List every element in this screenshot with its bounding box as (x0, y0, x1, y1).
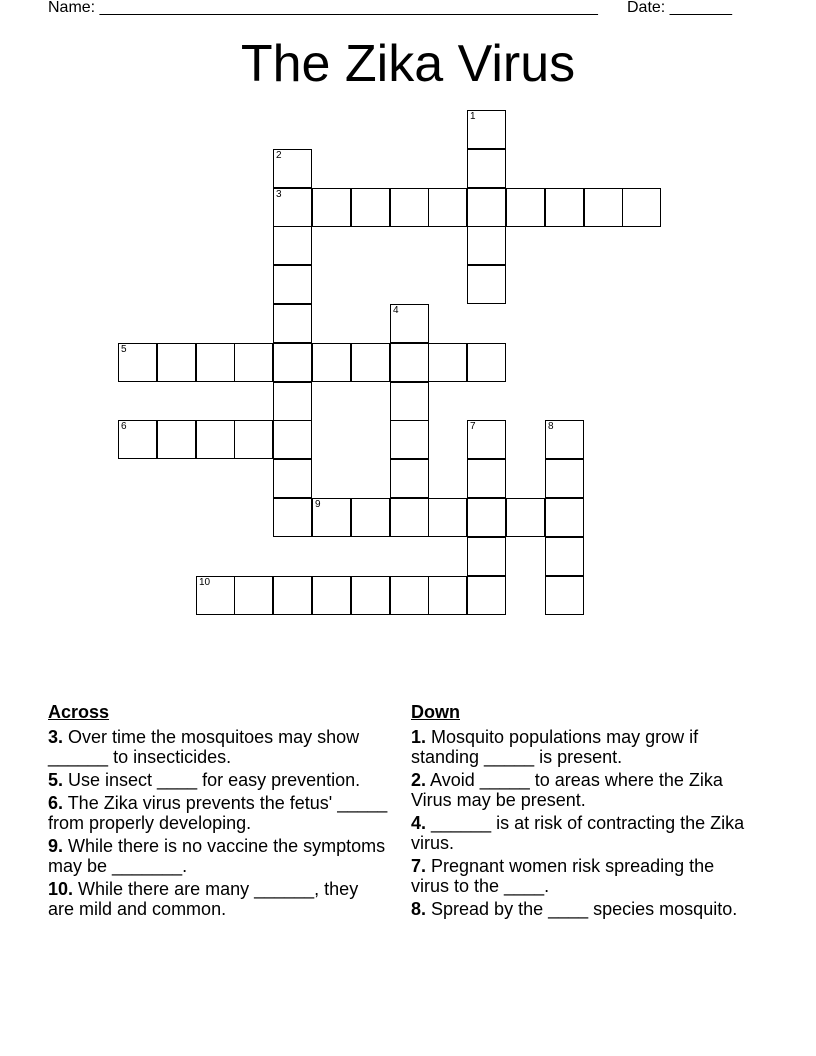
grid-cell[interactable] (545, 459, 584, 498)
grid-cell[interactable] (312, 498, 351, 537)
grid-cell[interactable] (273, 226, 312, 265)
cell-number: 2 (276, 150, 282, 161)
grid-cell[interactable] (390, 576, 429, 615)
grid-cell[interactable] (428, 188, 467, 227)
grid-cell[interactable] (467, 576, 506, 615)
grid-cell[interactable] (157, 343, 196, 382)
cell-number: 1 (470, 111, 476, 122)
grid-cell[interactable] (622, 188, 661, 227)
grid-cell[interactable] (196, 420, 235, 459)
grid-cell[interactable] (467, 420, 506, 459)
grid-cell[interactable] (467, 149, 506, 188)
grid-cell[interactable] (506, 188, 545, 227)
grid-cell[interactable] (467, 498, 506, 537)
clue-down-4 (411, 813, 756, 853)
grid-cell[interactable] (312, 576, 351, 615)
grid-cell[interactable] (428, 576, 467, 615)
grid-cell[interactable] (390, 420, 429, 459)
clue-number: 1. (411, 727, 427, 747)
cell-number: 3 (276, 189, 282, 200)
clue-down-1 (411, 727, 756, 767)
grid-cell[interactable] (118, 420, 157, 459)
grid-cell[interactable] (506, 498, 545, 537)
grid-cell[interactable] (545, 420, 584, 459)
grid-cell[interactable] (467, 226, 506, 265)
clue-number: 5. (48, 770, 64, 790)
clue-text: While there is no vaccine the symptoms may be _______. (48, 836, 386, 876)
grid-cell[interactable] (273, 576, 312, 615)
clue-text: Mosquito populations may grow if standing _____ is present. (411, 727, 699, 767)
cell-number: 9 (315, 499, 321, 510)
grid-cell[interactable] (273, 498, 312, 537)
grid-cell[interactable] (390, 382, 429, 421)
grid-cell[interactable] (351, 188, 390, 227)
clue-across-5 (48, 770, 388, 790)
clue-number: 2. (411, 770, 427, 790)
down-heading: Down (411, 702, 460, 722)
clue-down-7 (411, 856, 756, 896)
cell-number: 4 (393, 305, 399, 316)
grid-cell[interactable] (467, 459, 506, 498)
clue-text: ______ is at risk of contracting the Zika virus. (411, 813, 745, 853)
clue-text: The Zika virus prevents the fetus' _____ from properly developing. (48, 793, 388, 833)
cell-number: 8 (548, 421, 554, 432)
name-field[interactable]: Name: ________________________________________________________ (48, 0, 598, 16)
grid-cell[interactable] (467, 343, 506, 382)
grid-cell[interactable] (584, 188, 623, 227)
grid-cell[interactable] (351, 343, 390, 382)
grid-cell[interactable] (312, 343, 351, 382)
grid-cell[interactable] (390, 459, 429, 498)
grid-cell[interactable] (157, 420, 196, 459)
clue-across-3 (48, 727, 388, 767)
page-title: The Zika Virus (240, 35, 576, 93)
clue-across-9 (48, 836, 388, 876)
grid-cell[interactable] (351, 498, 390, 537)
clue-text: Avoid _____ to areas where the Zika Virus may be present. (411, 770, 723, 810)
clue-number: 7. (411, 856, 427, 876)
cell-number: 7 (470, 421, 476, 432)
clue-down-2 (411, 770, 756, 810)
grid-cell[interactable] (467, 265, 506, 304)
clue-text: Use insect ____ for easy prevention. (63, 770, 361, 790)
grid-cell[interactable] (118, 343, 157, 382)
grid-cell[interactable] (390, 304, 429, 343)
grid-cell[interactable] (234, 576, 273, 615)
grid-cell[interactable] (196, 343, 235, 382)
grid-cell[interactable] (273, 304, 312, 343)
clue-text: Spread by the ____ species mosquito. (426, 899, 738, 919)
grid-cell[interactable] (273, 382, 312, 421)
grid-cell[interactable] (390, 498, 429, 537)
grid-cell[interactable] (273, 149, 312, 188)
grid-cell[interactable] (273, 188, 312, 227)
grid-cell[interactable] (234, 343, 273, 382)
grid-cell[interactable] (467, 188, 506, 227)
clue-across-6 (48, 793, 388, 833)
grid-cell[interactable] (428, 498, 467, 537)
grid-cell[interactable] (273, 420, 312, 459)
grid-cell[interactable] (273, 459, 312, 498)
grid-cell[interactable] (428, 343, 467, 382)
clue-number: 10. (48, 879, 74, 899)
grid-cell[interactable] (273, 265, 312, 304)
clue-text: While there are many ______, they are mild and common. (48, 879, 359, 919)
date-field[interactable]: Date: _______ (627, 0, 732, 16)
clue-number: 3. (48, 727, 64, 747)
grid-cell[interactable] (545, 188, 584, 227)
grid-cell[interactable] (545, 576, 584, 615)
grid-cell[interactable] (545, 498, 584, 537)
grid-cell[interactable] (467, 537, 506, 576)
clue-number: 9. (48, 836, 64, 856)
clue-number: 6. (48, 793, 64, 813)
cell-number: 6 (121, 421, 127, 432)
grid-cell[interactable] (273, 343, 312, 382)
cell-number: 5 (121, 344, 127, 355)
grid-cell[interactable] (390, 343, 429, 382)
clue-down-8 (411, 899, 756, 919)
clue-text: Pregnant women risk spreading the virus to the ____. (411, 856, 715, 896)
clue-number: 4. (411, 813, 427, 833)
grid-cell[interactable] (390, 188, 429, 227)
clue-text: Over time the mosquitoes may show ______ to insecticides. (48, 727, 360, 767)
cell-number: 10 (199, 577, 211, 588)
grid-cell[interactable] (351, 576, 390, 615)
grid-cell[interactable] (545, 537, 584, 576)
across-clues (48, 702, 388, 922)
grid-cell[interactable] (234, 420, 273, 459)
down-clues (411, 702, 756, 922)
grid-cell[interactable] (312, 188, 351, 227)
clue-across-10 (48, 879, 388, 919)
clue-number: 8. (411, 899, 427, 919)
grid-cell[interactable] (196, 576, 235, 615)
across-heading: Across (48, 702, 110, 722)
grid-cell[interactable] (467, 110, 506, 149)
